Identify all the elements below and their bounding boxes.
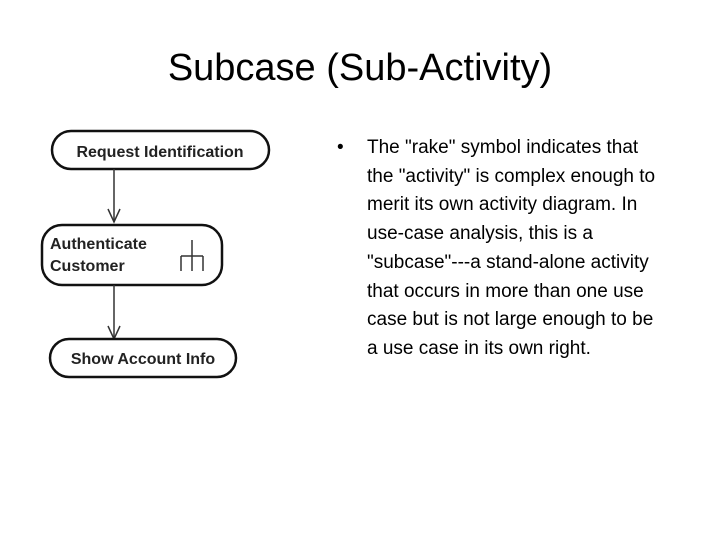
activity-node-authenticate-customer <box>42 225 222 285</box>
node-label-customer: Customer <box>50 258 125 275</box>
transition-arrow-2 <box>108 285 120 339</box>
node-label-authenticate: Authenticate <box>50 236 147 253</box>
activity-node-show-account-info <box>50 339 236 377</box>
activity-node-request-identification <box>52 131 269 169</box>
transition-arrow-1 <box>108 169 120 222</box>
bullet-text: The "rake" symbol indicates that the "activity" is complex enough to merit its own activity diagram. In use-case analysis, this is a "subcase"---a stand-alone activity that occurs in more than one use case but is not large enough to be a use case in its own right. <box>367 137 656 359</box>
bullet-list <box>337 134 667 364</box>
slide-title: Subcase (Sub-Activity) <box>167 47 553 89</box>
bullet-marker: • <box>337 137 344 158</box>
node-label-show-account-info: Show Account Info <box>70 351 216 368</box>
node-label-request-identification: Request Identification <box>76 144 244 161</box>
